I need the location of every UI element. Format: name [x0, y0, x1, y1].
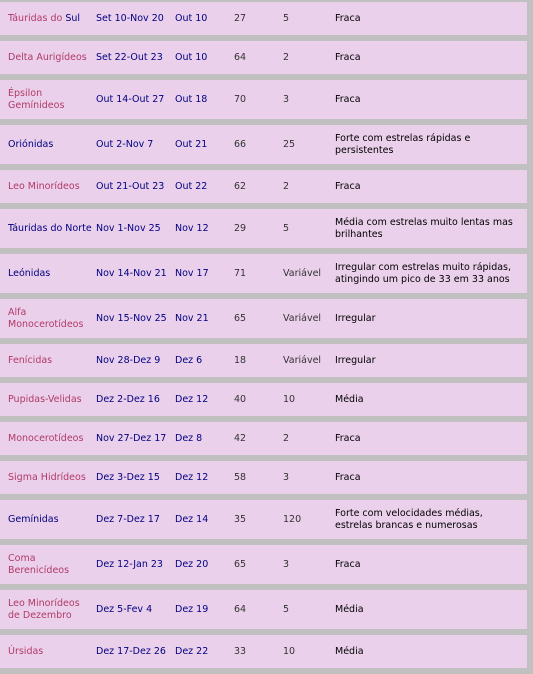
radiant-value: 29 — [234, 209, 283, 248]
activity-period: Nov 15-Nov 25 — [96, 299, 175, 338]
peak-date: Dez 19 — [175, 590, 234, 629]
peak-date: Dez 6 — [175, 344, 234, 377]
shower-name: Úrsidas — [0, 635, 96, 668]
table-row — [0, 590, 527, 629]
shower-name: Leónidas — [0, 254, 96, 293]
peak-date: Dez 22 — [175, 635, 234, 668]
shower-description: Média — [335, 635, 527, 668]
shower-description: Média — [335, 590, 527, 629]
activity-period: Dez 2-Dez 16 — [96, 383, 175, 416]
peak-date: Nov 21 — [175, 299, 234, 338]
activity-period: Nov 27-Dez 17 — [96, 422, 175, 455]
peak-date: Out 21 — [175, 125, 234, 164]
zhr-value: Variável — [283, 299, 335, 338]
peak-date: Dez 12 — [175, 383, 234, 416]
activity-period: Out 14-Out 27 — [96, 80, 175, 119]
table-row — [0, 461, 527, 494]
radiant-value: 65 — [234, 545, 283, 584]
shower-name: Leo Minorídeos de Dezembro — [0, 590, 96, 629]
shower-name: Delta Aurigídeos — [0, 41, 96, 74]
shower-description: Fraca — [335, 170, 527, 203]
radiant-value: 40 — [234, 383, 283, 416]
peak-date: Out 10 — [175, 2, 234, 35]
shower-name: Monocerotídeos — [0, 422, 96, 455]
radiant-value: 62 — [234, 170, 283, 203]
shower-description: Fraca — [335, 2, 527, 35]
zhr-value: 2 — [283, 422, 335, 455]
activity-period: Nov 14-Nov 21 — [96, 254, 175, 293]
peak-date: Dez 8 — [175, 422, 234, 455]
shower-description: Fraca — [335, 545, 527, 584]
activity-period: Dez 7-Dez 17 — [96, 500, 175, 539]
zhr-value: 5 — [283, 2, 335, 35]
shower-name: Oriónidas — [0, 125, 96, 164]
zhr-value: 5 — [283, 590, 335, 629]
shower-description: Forte com estrelas rápidas e persistentes — [335, 125, 527, 164]
table-row — [0, 170, 527, 203]
table-row — [0, 635, 527, 668]
table-row — [0, 254, 527, 293]
radiant-value: 18 — [234, 344, 283, 377]
radiant-value: 64 — [234, 590, 283, 629]
shower-description: Irregular com estrelas muito rápidas, atingindo um pico de 33 em 33 anos — [335, 254, 527, 293]
shower-description: Fraca — [335, 80, 527, 119]
radiant-value: 71 — [234, 254, 283, 293]
shower-name: Táuridas do Sul — [0, 2, 96, 35]
table-row — [0, 344, 527, 377]
shower-name: Pupidas-Velidas — [0, 383, 96, 416]
radiant-value: 42 — [234, 422, 283, 455]
shower-description: Forte com velocidades médias, estrelas brancas e numerosas — [335, 500, 527, 539]
activity-period: Dez 12-Jan 23 — [96, 545, 175, 584]
table-row — [0, 299, 527, 338]
table-row — [0, 383, 527, 416]
meteor-shower-rows — [0, 2, 527, 668]
activity-period: Out 21-Out 23 — [96, 170, 175, 203]
table-row — [0, 41, 527, 74]
radiant-value: 66 — [234, 125, 283, 164]
table-row — [0, 125, 527, 164]
table-row — [0, 2, 527, 35]
peak-date: Out 18 — [175, 80, 234, 119]
radiant-value: 35 — [234, 500, 283, 539]
zhr-value: 2 — [283, 41, 335, 74]
activity-period: Dez 5-Fev 4 — [96, 590, 175, 629]
zhr-value: 5 — [283, 209, 335, 248]
peak-date: Dez 12 — [175, 461, 234, 494]
shower-name: Alfa Monocerotídeos — [0, 299, 96, 338]
shower-name: Sigma Hidrídeos — [0, 461, 96, 494]
peak-date: Nov 12 — [175, 209, 234, 248]
shower-description: Média — [335, 383, 527, 416]
peak-date: Dez 14 — [175, 500, 234, 539]
shower-description: Fraca — [335, 41, 527, 74]
zhr-value: 10 — [283, 635, 335, 668]
peak-date: Out 10 — [175, 41, 234, 74]
table-row — [0, 209, 527, 248]
shower-name: Fenícidas — [0, 344, 96, 377]
radiant-value: 27 — [234, 2, 283, 35]
shower-name: Gemínidas — [0, 500, 96, 539]
zhr-value: 10 — [283, 383, 335, 416]
zhr-value: 25 — [283, 125, 335, 164]
activity-period: Nov 28-Dez 9 — [96, 344, 175, 377]
radiant-value: 70 — [234, 80, 283, 119]
shower-description: Fraca — [335, 422, 527, 455]
zhr-value: 3 — [283, 545, 335, 584]
radiant-value: 65 — [234, 299, 283, 338]
table-row — [0, 422, 527, 455]
zhr-value: Variável — [283, 344, 335, 377]
peak-date: Out 22 — [175, 170, 234, 203]
activity-period: Set 22-Out 23 — [96, 41, 175, 74]
shower-name: Épsilon Gemínideos — [0, 80, 96, 119]
shower-description: Média com estrelas muito lentas mas brilhantes — [335, 209, 527, 248]
zhr-value: 2 — [283, 170, 335, 203]
shower-description: Irregular — [335, 344, 527, 377]
activity-period: Out 2-Nov 7 — [96, 125, 175, 164]
shower-name: Leo Minorídeos — [0, 170, 96, 203]
shower-description: Fraca — [335, 461, 527, 494]
shower-name: Táuridas do Norte — [0, 209, 96, 248]
peak-date: Dez 20 — [175, 545, 234, 584]
table-row — [0, 545, 527, 584]
activity-period: Nov 1-Nov 25 — [96, 209, 175, 248]
shower-name: Coma Berenicídeos — [0, 545, 96, 584]
activity-period: Set 10-Nov 20 — [96, 2, 175, 35]
shower-description: Irregular — [335, 299, 527, 338]
peak-date: Nov 17 — [175, 254, 234, 293]
zhr-value: 3 — [283, 461, 335, 494]
zhr-value: 3 — [283, 80, 335, 119]
activity-period: Dez 3-Dez 15 — [96, 461, 175, 494]
activity-period: Dez 17-Dez 26 — [96, 635, 175, 668]
zhr-value: Variável — [283, 254, 335, 293]
radiant-value: 33 — [234, 635, 283, 668]
table-row — [0, 80, 527, 119]
radiant-value: 58 — [234, 461, 283, 494]
radiant-value: 64 — [234, 41, 283, 74]
table-row — [0, 500, 527, 539]
zhr-value: 120 — [283, 500, 335, 539]
